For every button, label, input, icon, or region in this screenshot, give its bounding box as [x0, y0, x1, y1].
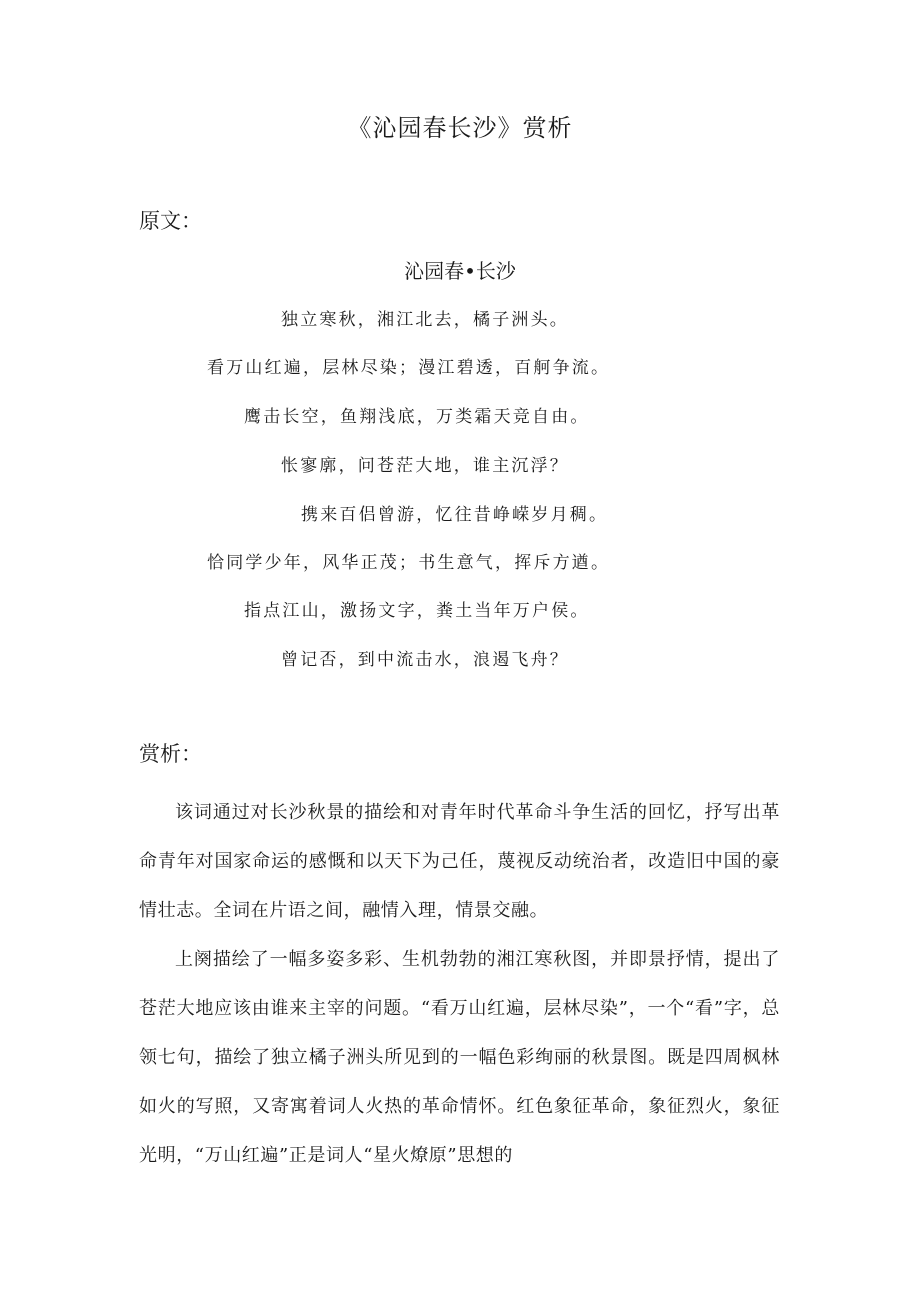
- poem-line: 怅寥廓，问苍茫大地，谁主沉浮？: [281, 456, 569, 476]
- analysis-heading: 赏析：: [139, 742, 202, 766]
- analysis-paragraph: 上阕描绘了一幅多姿多彩、生机勃勃的湘江寒秋图，并即景抒情，提出了苍茫大地应该由谁来主宰的问题。“看万山红遍，层林尽染”，一个“看”字，总领七句，描绘了独立橘子洲头所见到的一幅色彩绚丽的秋景图。既是四周枫林如火的写照，又寄寓着词人火热的革命情怀。红色象征革命，象征烈火，象征光明，“万山红遍”正是词人“星火燎原”思想的: [139, 949, 780, 1166]
- poem-line: 恰同学少年，风华正茂；书生意气，挥斥方遒。: [207, 553, 611, 573]
- poem-title: 沁园春•长沙: [404, 259, 516, 283]
- analysis-paragraph: 该词通过对长沙秋景的描绘和对青年时代革命斗争生活的回忆，抒写出革命青年对国家命运的感慨和以天下为己任，蔑视反动统治者，改造旧中国的豪情壮志。全词在片语之间，融情入理，情景交融。: [139, 802, 780, 921]
- poem-line: 曾记否，到中流击水，浪遏飞舟？: [281, 650, 569, 670]
- poem-line: 独立寒秋，湘江北去，橘子洲头。: [281, 310, 569, 330]
- original-heading: 原文：: [139, 209, 202, 233]
- document-title: 《沁园春长沙》赏析: [347, 114, 573, 142]
- analysis-body: [139, 788, 780, 1180]
- poem-line: 携来百侣曾游，忆往昔峥嵘岁月稠。: [301, 505, 609, 525]
- poem-line: 看万山红遍，层林尽染；漫江碧透，百舸争流。: [207, 358, 611, 378]
- poem-line: 鹰击长空，鱼翔浅底，万类霜天竞自由。: [244, 407, 590, 427]
- poem-line: 指点江山，激扬文字，粪土当年万户侯。: [244, 601, 590, 621]
